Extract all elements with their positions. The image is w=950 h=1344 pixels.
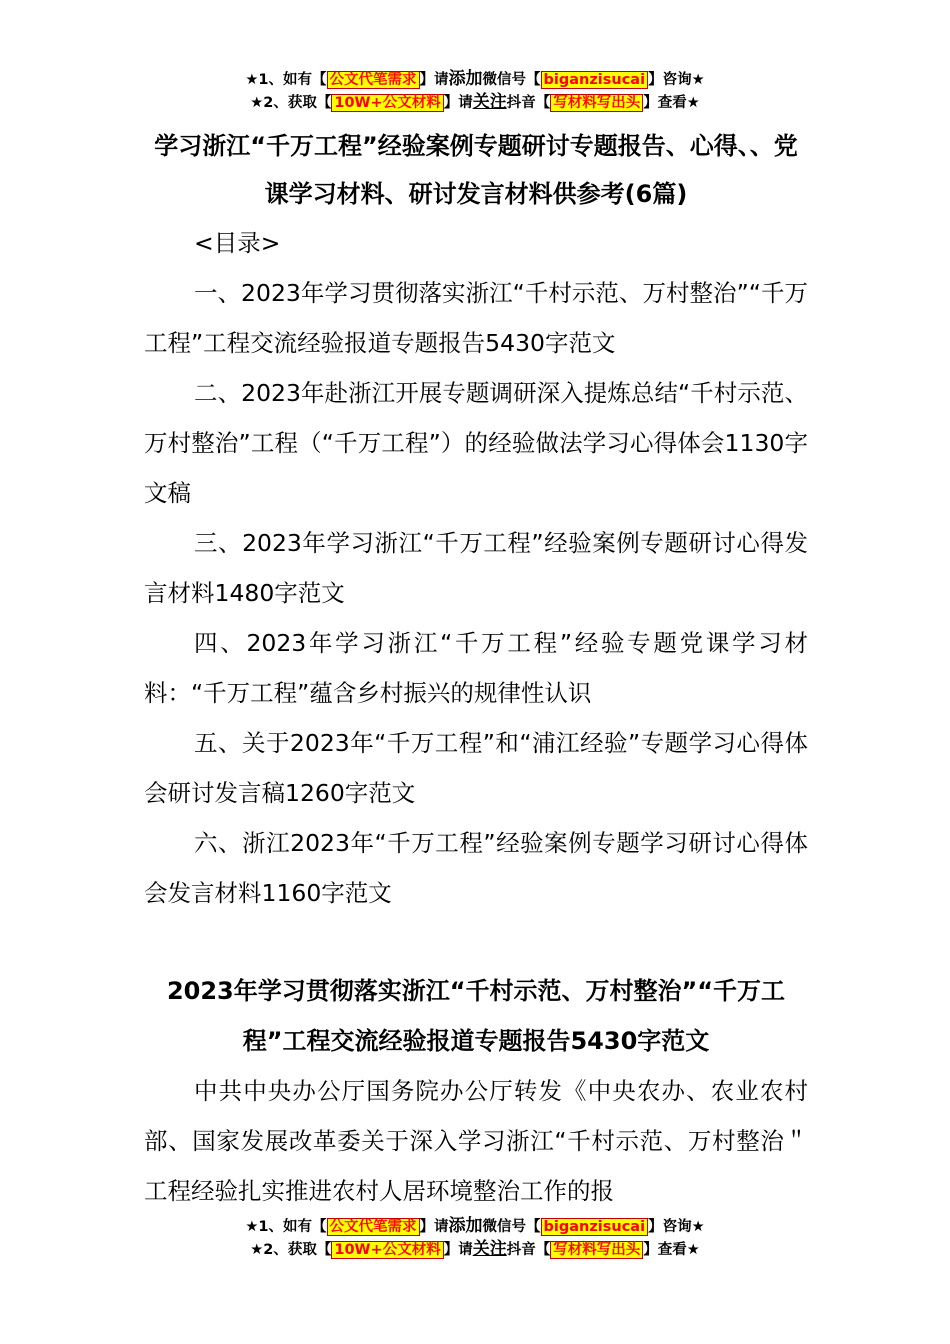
promo-line-2 [0, 91, 950, 114]
promo-highlight: 写材料写出头 [550, 1241, 643, 1259]
toc-item-6: 六、浙江2023年“千万工程”经验案例专题学习研讨心得体会发言材料1160字范文 [144, 829, 808, 907]
promo-highlight: biganzisucai [541, 71, 649, 89]
promo-text: 抖音【 [506, 1242, 551, 1258]
promo-text: ★2、获取【 [250, 1242, 332, 1258]
promo-text: ★1、如有【 [245, 72, 327, 88]
promo-highlight: 10W+公文材料 [331, 1241, 443, 1259]
promo-emphasis: 关注 [472, 92, 507, 112]
toc-item-3: 三、2023年学习浙江“千万工程”经验案例专题研讨心得发言材料1480字范文 [144, 529, 808, 607]
promo-highlight: 公文代笔需求 [327, 1218, 420, 1236]
section-gap [144, 918, 808, 966]
document-body [144, 122, 808, 1216]
promo-emphasis: 添加 [448, 69, 483, 89]
promo-text: ★2、获取【 [250, 95, 332, 111]
promo-line-2 [0, 1238, 950, 1261]
promo-text: 】查看★ [643, 95, 700, 111]
promo-emphasis: 关注 [472, 1239, 507, 1259]
promo-text: ★1、如有【 [245, 1219, 327, 1235]
promo-text: 】咨询★ [648, 1219, 705, 1235]
promo-text: 微信号【 [482, 72, 541, 88]
promo-text: 】请 [443, 1242, 473, 1258]
promo-highlight: 10W+公文材料 [331, 94, 443, 112]
promo-text: 】咨询★ [648, 72, 705, 88]
document-title: 学习浙江“千万工程”经验案例专题研讨专题报告、心得、、党课学习材料、研讨发言材料供参考(6篇) [154, 132, 798, 208]
promo-highlight: 写材料写出头 [550, 94, 643, 112]
promo-text: 抖音【 [506, 95, 551, 111]
toc-heading: <目录> [194, 229, 281, 257]
section-title: 2023年学习贯彻落实浙江“千村示范、万村整治”“千万工程”工程交流经验报道专题报告5430字范文 [166, 977, 786, 1055]
promo-highlight: biganzisucai [541, 1218, 649, 1236]
promo-line-1 [0, 1215, 950, 1238]
promo-banner-bottom [0, 1215, 950, 1261]
promo-text: 】请 [419, 72, 449, 88]
promo-text: 】请 [419, 1219, 449, 1235]
promo-line-1 [0, 68, 950, 91]
promo-highlight: 公文代笔需求 [327, 71, 420, 89]
body-paragraph: 中共中央办公厅国务院办公厅转发《中央农办、农业农村部、国家发展改革委关于深入学习浙江“千村示范、万村整治＂工程经验扎实推进农村人居环境整治工作的报 [144, 1077, 808, 1205]
promo-text: 微信号【 [482, 1219, 541, 1235]
promo-text: 】请 [443, 95, 473, 111]
toc-item-5: 五、关于2023年“千万工程”和“浦江经验”专题学习心得体会研讨发言稿1260字范文 [144, 729, 808, 807]
promo-text: 】查看★ [643, 1242, 700, 1258]
promo-banner-top [0, 68, 950, 114]
toc-item-2: 二、2023年赴浙江开展专题调研深入提炼总结“千村示范、万村整治”工程（“千万工程”）的经验做法学习心得体会1130字文稿 [144, 379, 808, 507]
toc-item-1: 一、2023年学习贯彻落实浙江“千村示范、万村整治”“千万工程”工程交流经验报道专题报告5430字范文 [144, 279, 808, 357]
promo-emphasis: 添加 [448, 1216, 483, 1236]
toc-item-4: 四、2023年学习浙江“千万工程”经验专题党课学习材料：“千万工程”蕴含乡村振兴的规律性认识 [144, 629, 808, 707]
